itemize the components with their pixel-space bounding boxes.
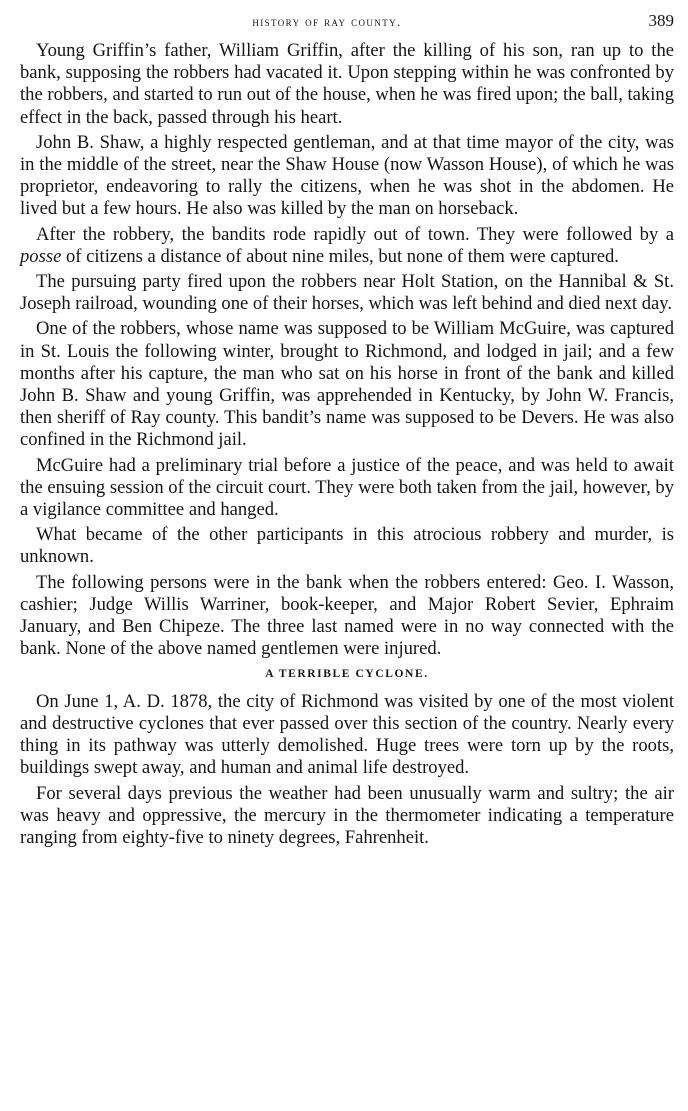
paragraph-john-shaw: John B. Shaw, a highly respected gentleman, and at that time mayor of the city, was in the middle of the street, near the Shaw House (now Wasson House), of which he was proprietor, endeavoring to rally the citizens, when he was shot in the abdomen. He lived but a few hours. He also was killed by the man on horseback.: [20, 131, 674, 220]
paragraph-text: of citizens a distance of about nine miles, but none of them were captured.: [61, 245, 619, 267]
running-title: history of ray county.: [252, 14, 402, 29]
paragraph-persons-in-bank: The following persons were in the bank when the robbers entered: Geo. I. Wasson, cashier; Judge Willis Warriner, book-keeper, and Major Robert Sevier, Ephraim January, and Ben Chipeze. The three last named were in no way connected with the bank. None of the above named gentlemen were injured.: [20, 571, 674, 660]
running-head: [20, 10, 674, 36]
paragraph-weather: For several days previous the weather had been unusually warm and sultry; the air was heavy and oppressive, the mercury in the thermometer indicating a temperature ranging from eighty-five to ninety degrees, Fahrenheit.: [20, 782, 674, 848]
section-heading: A TERRIBLE CYCLONE.: [265, 668, 429, 681]
page-number: 389: [648, 11, 674, 30]
paragraph-cyclone: On June 1, A. D. 1878, the city of Richmond was visited by one of the most violent and destructive cyclones that ever passed over this section of the country. Nearly every thing in its pathway was utterly demolished. Huge trees were torn up by the roots, buildings swept away, and human and animal life destroyed.: [20, 690, 674, 779]
paragraph-pursuit: The pursuing party fired upon the robbers near Holt Station, on the Hannibal & St. Joseph railroad, wounding one of their horses, which was left behind and died next day.: [20, 271, 674, 315]
paragraph-other-participants: What became of the other participants in this atrocious robbery and murder, is unknown.: [20, 524, 674, 568]
paragraph-griffin-father: Young Griffin’s father, William Griffin, after the killing of his son, ran up to the bank, supposing the robbers had vacated it. Upon stepping within he was confronted by the robbers, and started to run out of the house, when he was fired upon; the ball, taking effect in the back, passed through his heart.: [20, 40, 674, 128]
body-text: [20, 40, 674, 849]
paragraph-bandits-escape: [20, 224, 674, 268]
italic-word: posse: [20, 245, 62, 267]
paragraph-trial: McGuire had a preliminary trial before a justice of the peace, and was held to await the ensuing session of the circuit court. They were both taken from the jail, however, by a vigilance committee and hanged.: [20, 454, 674, 521]
paragraph-mcguire-capture: One of the robbers, whose name was supposed to be William McGuire, was captured in St. Louis the following winter, brought to Richmond, and lodged in jail; and a few months after his capture, the man who sat on his horse in front of the bank and killed John B. Shaw and young Griffin, was apprehended in Kentucky, by John W. Francis, then sheriff of Ray county. This bandit’s name was supposed to be Devers. He was also confined in the Richmond jail.: [20, 318, 674, 451]
paragraph-text: After the robbery, the bandits rode rapidly out of town. They were followed by a: [36, 223, 674, 245]
